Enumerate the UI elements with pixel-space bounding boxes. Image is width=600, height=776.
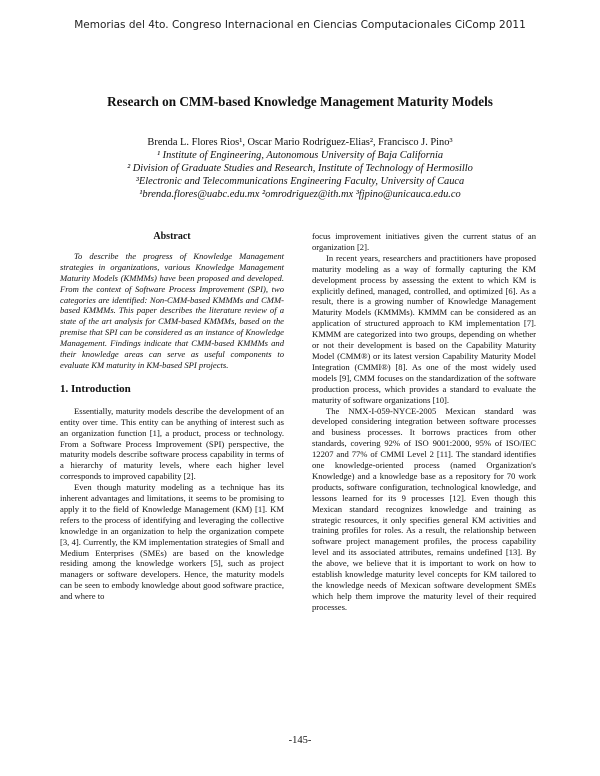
left-column — [60, 232, 284, 602]
affiliation-3: ³Electronic and Telecommunications Engineering Faculty, University of Cauca — [135, 176, 465, 187]
introduction-heading: 1. Introduction — [60, 382, 131, 395]
right-column — [312, 231, 536, 613]
author-names: Brenda L. Flores Rios¹, Oscar Mario Rodríguez-Elias², Francisco J. Pino³ — [147, 137, 453, 148]
abstract-text: To describe the progress of Knowledge Management strategies in organizations, various Knowledge Management Maturity Models (KMMMs) have been proposed and developed. From the context of Software Process Improvement (SPI), two categories are identified: Non-CMM-based KMMMs and CMM-based KMMMs. This paper describes the literature review of a state of the art analysis for CMM-based KMMMs, based on the premise that SPI can be considered as an instance of Knowledge Management. Findings indicate that CMM-based KMMMs and their knowledge areas can serve as useful components to evaluate KM maturity in KM-based SPI projects. — [60, 250, 284, 370]
author-emails: ¹brenda.flores@uabc.edu.mx ²omrodriguez@ith.mx ³fjpino@unicauca.edu.co — [139, 189, 461, 200]
right-paragraph-1: In recent years, researchers and practitioners have proposed maturity modeling as a way of formally capturing the KM development process by assessing the extent to which KM is explicitly defined, managed, controlled, and optimized [6]. As a result, there is a growing number of Knowledge Management Maturity Models (KMMMs). KMMM can be considered as an application of structured approach to KM implementation [7]. KMMM are categorized into two groups, depending on whether or not their development is based on the Capability Maturity Model (CMM®) or its latest version Capability Maturity Model Integration (CMMI®) [8]. As one of the most widely used models [9], CMM focuses on the standardization of the software production process, which provides a standard to evaluate the maturity of software organizations [10]. — [312, 252, 536, 405]
running-header: Memorias del 4to. Congreso Internacional en Ciencias Computacionales CiComp 2011 — [74, 19, 526, 31]
right-paragraph-2: The NMX-I-059-NYCE-2005 Mexican standard was developed considering integration between software processes and business processes. It borrows practices from other standards, covering 92% of ISO 9001:2000, 95% of ISO/IEC 12207 and 77% of CMMI Level 2 [11]. The standard identifies one knowledge-oriented process (named Organization's Knowledge) and a knowledge base as a repository for 70 work products, software configuration, technological knowledge, and lessons learned for its 9 processes [12]. Even though this Mexican standard recognizes knowledge and training as strategic resources, it only specifies general KM activities and training profiles for roles. As a result, the relationship between software project management profiles, the process capability level and its associated attributes, remains undefined [13]. By the above, we believe that it is important to work on how to establish knowledge maturity level concepts for KM tailored to the knowledge needs of Mexican software development SMEs which help them improve the maturity level of their required processes. — [312, 405, 536, 612]
intro-paragraph-2: Even though maturity modeling as a technique has its inherent advantages and limitations, it seems to be promising to apply it to the field of Knowledge Management (KM) [1]. KM refers to the process of identifying and leveraging the collective knowledge in an organization to help the organization compete [3, 4]. Currently, the KM implementation strategies of Small and Medium Enterprises (SMEs) are based on the knowledge residing among the knowledge workers [5], such as project managers or software developers. Hence, the maturity models can be seen to embody knowledge about good software practice, and where to — [60, 482, 284, 602]
paper-title: Research on CMM-based Knowledge Management Maturity Models — [107, 94, 493, 109]
affiliation-2: ² Division of Graduate Studies and Research, Institute of Technology of Hermosillo — [127, 163, 473, 174]
intro-paragraph-1: Essentially, maturity models describe the development of an entity over time. This entity can be anything of interest such as an organization function [1], a product, process or technology. From a Software Process Improvement (SPI) perspective, the maturity models describe software process capability in terms of a hierarchy of maturity levels, where each higher level corresponds to improved capability [2]. — [60, 405, 284, 482]
affiliation-1: ¹ Institute of Engineering, Autonomous University of Baja California — [156, 150, 444, 161]
abstract-heading: Abstract — [153, 231, 191, 242]
right-paragraph-0: focus improvement initiatives given the current status of an organization [2]. — [312, 231, 536, 252]
page-number: -145- — [288, 735, 312, 746]
author-block — [0, 136, 600, 201]
